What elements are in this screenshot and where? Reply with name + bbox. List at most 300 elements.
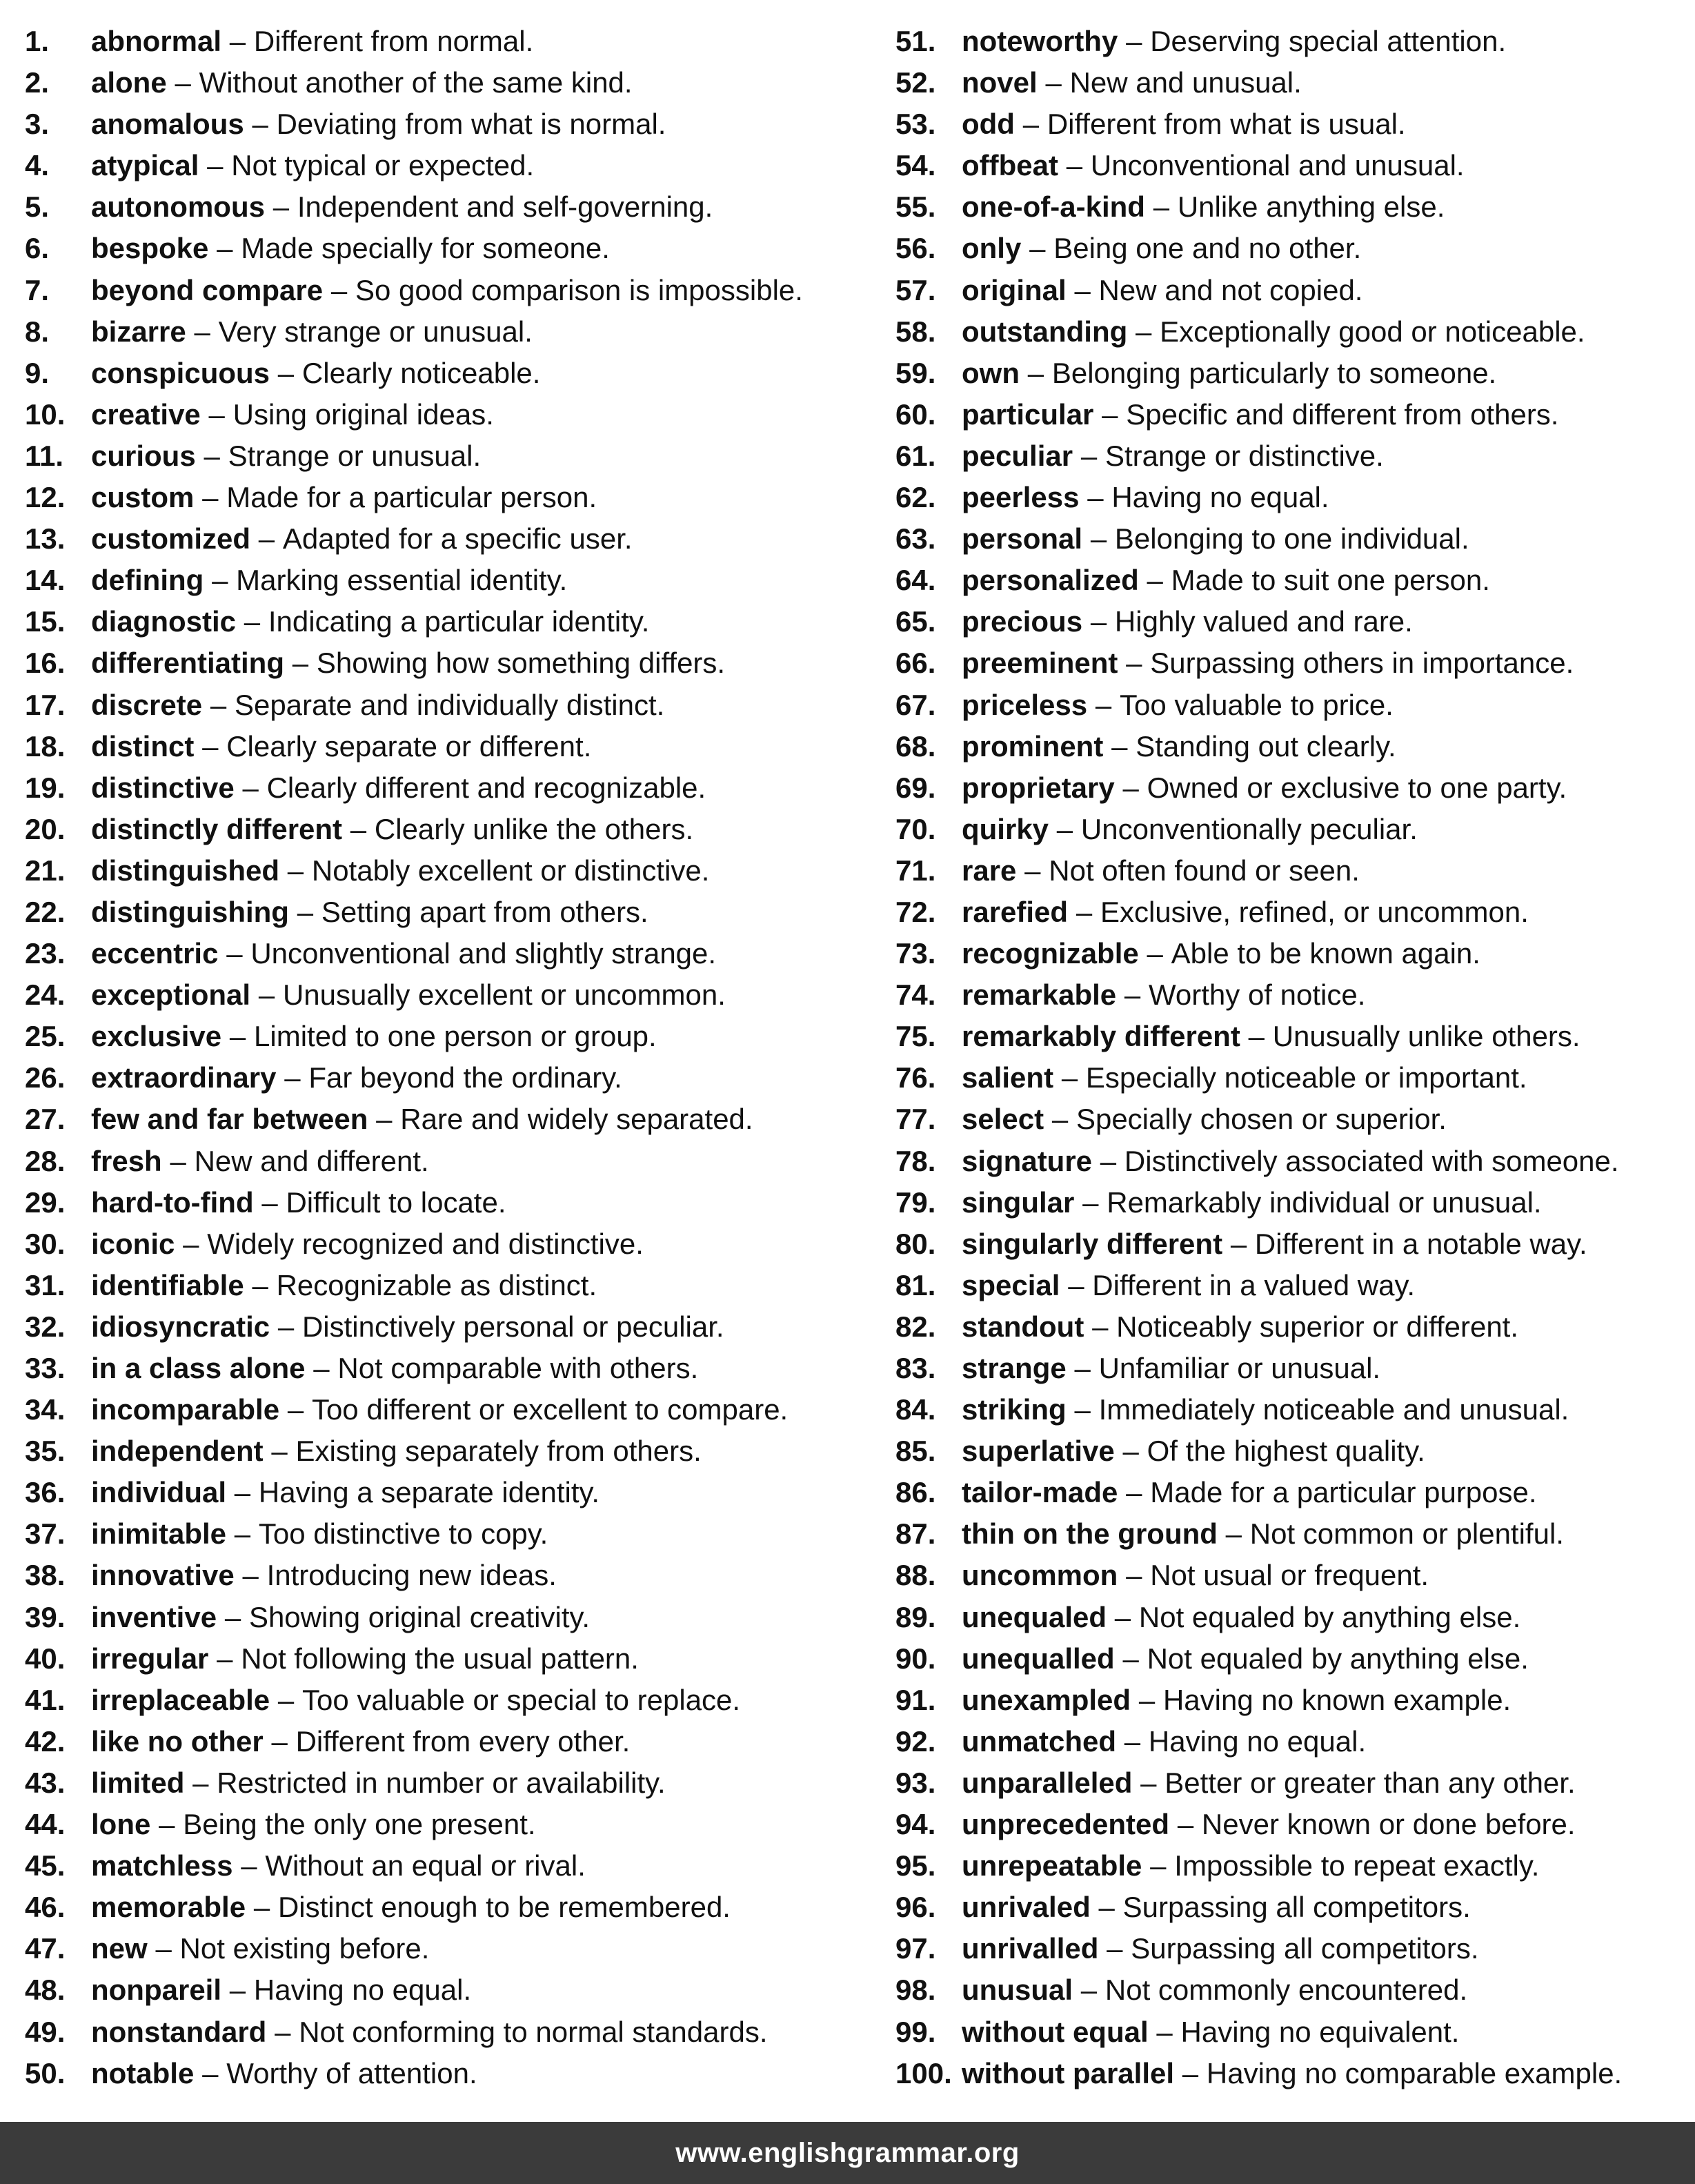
item-separator: – [1074,1393,1091,1426]
item-number: 85. [895,1435,936,1468]
item-separator: – [1087,481,1104,514]
item-separator: – [350,812,367,845]
item-number: 49. [25,2015,66,2048]
list-item [25,104,887,145]
item-separator: – [202,481,219,514]
item-word: in a class alone [91,1352,306,1384]
item-separator: – [1122,771,1139,804]
list-item [895,1887,1689,1928]
item-definition: Setting apart from others. [321,895,648,928]
item-number: 19. [25,771,66,804]
item-definition: Distinctively personal or peculiar. [301,1310,724,1343]
item-definition: Strange or distinctive. [1104,439,1384,472]
item-definition: Marking essential identity. [236,564,568,597]
item-definition: Surpassing others in importance. [1150,647,1574,680]
item-definition: Different in a notable way. [1254,1227,1587,1260]
list-item [895,1430,1689,1472]
item-number: 28. [25,1144,66,1177]
item-definition: Showing original creativity. [248,1600,591,1633]
item-separator: – [1061,1061,1078,1094]
item-separator: – [1124,1724,1141,1758]
item-definition: Notably excellent or distinctive. [311,854,710,887]
item-number: 92. [895,1724,936,1758]
item-definition: Restricted in number or availability. [217,1766,666,1799]
item-word: creative [91,397,201,431]
item-word: without equal [962,2015,1149,2048]
item-definition: Distinctively associated with someone. [1124,1144,1619,1177]
item-word: inimitable [91,1517,227,1551]
item-word: unparalleled [962,1766,1133,1799]
item-definition: Owned or exclusive to one party. [1147,771,1567,804]
item-number: 88. [895,1559,936,1592]
item-number: 89. [895,1600,936,1633]
list-item [25,1969,887,2011]
item-number: 66. [895,647,936,680]
item-number: 29. [25,1186,66,1219]
item-word: personalized [962,564,1139,597]
item-separator: – [170,1144,186,1177]
footer-url[interactable]: www.englishgrammar.org [675,2137,1020,2168]
item-separator: – [1029,232,1046,265]
item-word: notable [91,2056,195,2089]
item-word: precious [962,605,1083,638]
list-item [25,809,887,850]
list-item [25,1306,887,1348]
list-item [25,1016,887,1057]
item-number: 46. [25,1891,66,1924]
item-definition: Widely recognized and distinctive. [207,1227,644,1260]
item-definition: Having no comparable example. [1206,2056,1623,2089]
item-separator: – [1248,1020,1265,1053]
item-word: peculiar [962,439,1073,472]
item-separator: – [261,1186,278,1219]
item-separator: – [234,1476,251,1509]
list-item [25,1555,887,1596]
item-number: 70. [895,812,936,845]
list-item [25,1472,887,1513]
item-number: 58. [895,315,936,348]
item-definition: Exceptionally good or noticeable. [1160,315,1585,348]
list-item [895,1389,1689,1430]
item-word: beyond compare [91,273,324,306]
list-item [25,1721,887,1762]
item-number: 78. [895,1144,936,1177]
item-separator: – [1182,2056,1199,2089]
list-item [895,104,1689,145]
item-separator: – [1095,688,1112,721]
item-definition: Distinct enough to be remembered. [277,1891,731,1924]
item-definition: New and not copied. [1098,273,1363,306]
item-number: 41. [25,1683,66,1716]
item-number: 63. [895,522,936,555]
item-separator: – [1140,1766,1157,1799]
item-number: 16. [25,647,66,680]
list-item [895,1265,1689,1306]
item-separator: – [242,771,259,804]
item-number: 68. [895,729,936,763]
item-definition: Having a separate identity. [258,1476,600,1509]
item-word: unrepeatable [962,1849,1142,1882]
item-number: 32. [25,1310,66,1343]
item-separator: – [1122,1642,1139,1675]
item-definition: Worthy of attention. [226,2056,477,2089]
list-item [25,685,887,726]
item-definition: Too distinctive to copy. [258,1517,548,1551]
item-definition: Showing how something differs. [316,647,726,680]
item-word: independent [91,1435,264,1468]
item-word: unrivalled [962,1932,1099,1965]
item-number: 65. [895,605,936,638]
item-definition: Specially chosen or superior. [1076,1103,1447,1136]
item-separator: – [1122,1435,1139,1468]
list-item [895,1306,1689,1348]
item-number: 13. [25,522,66,555]
item-definition: Having no known example. [1162,1683,1511,1716]
item-word: remarkably different [962,1020,1240,1053]
item-number: 69. [895,771,936,804]
item-separator: – [1024,854,1041,887]
list-item [25,1057,887,1099]
item-number: 94. [895,1808,936,1841]
item-number: 40. [25,1642,66,1675]
item-word: exceptional [91,978,251,1012]
list-item [895,642,1689,684]
item-number: 55. [895,190,936,224]
list-item [895,1348,1689,1389]
item-separator: – [275,2015,291,2048]
item-separator: – [1080,439,1098,472]
item-word: striking [962,1393,1067,1426]
item-word: standout [962,1310,1084,1343]
item-number: 87. [895,1517,936,1551]
item-word: incomparable [91,1393,280,1426]
item-separator: – [1098,1891,1115,1924]
item-definition: Different from every other. [295,1724,631,1758]
item-number: 51. [895,25,936,57]
item-separator: – [202,2056,219,2089]
item-word: matchless [91,1849,233,1882]
item-definition: So good comparison is impossible. [355,273,803,306]
item-word: unequalled [962,1642,1115,1675]
item-definition: Clearly separate or different. [226,729,592,763]
word-list [0,21,1695,2091]
item-separator: – [258,978,275,1012]
item-word: quirky [962,812,1049,845]
list-item [895,2053,1689,2094]
item-definition: Too valuable or special to replace. [302,1683,741,1716]
list-item [25,1513,887,1555]
list-item [25,1099,887,1140]
item-word: abnormal [91,25,222,57]
item-separator: – [1230,1227,1247,1260]
item-number: 98. [895,1974,936,2007]
item-definition: Too different or excellent to compare. [311,1393,789,1426]
item-definition: Able to be known again. [1171,937,1480,970]
item-number: 10. [25,397,66,431]
list-item [25,1597,887,1638]
item-word: lone [91,1808,151,1841]
item-definition: Worthy of notice. [1149,978,1366,1012]
item-separator: – [224,1600,241,1633]
item-number: 76. [895,1061,936,1094]
item-separator: – [1107,1932,1123,1965]
item-number: 2. [25,66,50,99]
item-number: 5. [25,190,50,224]
item-definition: Not common or plentiful. [1249,1517,1564,1551]
item-number: 34. [25,1393,66,1426]
item-number: 99. [895,2015,936,2048]
list-item [895,974,1689,1016]
item-number: 56. [895,232,936,265]
item-word: thin on the ground [962,1517,1218,1551]
item-definition: Remarkably individual or unusual. [1107,1186,1542,1219]
item-word: extraordinary [91,1061,277,1094]
item-number: 84. [895,1393,936,1426]
item-word: nonpareil [91,1974,222,2007]
list-item [25,435,887,477]
item-number: 22. [25,895,66,928]
list-item [25,2011,887,2053]
item-separator: – [1136,315,1152,348]
item-separator: – [234,1517,251,1551]
item-separator: – [1126,1559,1142,1592]
item-number: 79. [895,1186,936,1219]
item-definition: Highly valued and rare. [1114,605,1413,638]
item-definition: Not equaled by anything else. [1138,1600,1521,1633]
item-definition: Made specially for someone. [241,232,610,265]
item-separator: – [1126,1476,1142,1509]
item-definition: Made for a particular person. [226,481,597,514]
item-separator: – [226,937,243,970]
item-word: outstanding [962,315,1128,348]
list-item [895,850,1689,892]
item-number: 82. [895,1310,936,1343]
item-definition: Surpassing all competitors. [1131,1932,1479,1965]
list-item [895,62,1689,104]
item-definition: Belonging particularly to someone. [1051,356,1497,389]
item-definition: Surpassing all competitors. [1122,1891,1471,1924]
list-item [895,1513,1689,1555]
item-separator: – [1153,190,1170,224]
item-word: noteworthy [962,25,1118,57]
item-separator: – [202,729,219,763]
item-separator: – [159,1808,175,1841]
list-item [895,21,1689,62]
item-word: particular [962,397,1094,431]
item-separator: – [277,1310,295,1343]
item-number: 43. [25,1766,66,1799]
item-number: 45. [25,1849,66,1882]
list-item [25,353,887,394]
item-separator: – [1027,356,1044,389]
list-item [895,1680,1689,1721]
item-number: 12. [25,481,66,514]
list-item [895,685,1689,726]
item-separator: – [1126,25,1142,57]
item-separator: – [313,1352,330,1384]
item-number: 31. [25,1268,66,1301]
item-word: unmatched [962,1724,1117,1758]
item-word: unequaled [962,1600,1107,1633]
item-number: 39. [25,1600,66,1633]
left-column [25,21,887,2094]
item-definition: Unconventionally peculiar. [1080,812,1418,845]
item-definition: Not equaled by anything else. [1147,1642,1529,1675]
item-word: innovative [91,1559,235,1592]
item-word: unexampled [962,1683,1131,1716]
item-definition: Made to suit one person. [1171,564,1490,597]
item-separator: – [1090,605,1107,638]
item-number: 44. [25,1808,66,1841]
list-item [895,1638,1689,1680]
item-separator: – [1156,2015,1173,2048]
item-word: irregular [91,1642,209,1675]
item-word: like no other [91,1724,264,1758]
list-item [25,477,887,518]
list-item [895,186,1689,228]
list-item [895,1099,1689,1140]
item-definition: Without another of the same kind. [199,66,633,99]
item-word: singularly different [962,1227,1223,1260]
item-word: limited [91,1766,185,1799]
item-separator: – [229,1974,246,2007]
list-item [895,2011,1689,2053]
list-item [895,892,1689,933]
item-separator: – [1068,1268,1084,1301]
list-item [895,809,1689,850]
item-definition: Specific and different from others. [1126,397,1559,431]
list-item [895,145,1689,186]
item-word: curious [91,439,196,472]
list-item [25,1265,887,1306]
item-separator: – [1111,729,1128,763]
item-definition: Difficult to locate. [286,1186,506,1219]
item-definition: Standing out clearly. [1136,729,1396,763]
footer-bar [0,2122,1695,2184]
item-number: 54. [895,149,936,182]
item-number: 47. [25,1932,66,1965]
item-separator: – [1082,1186,1099,1219]
item-number: 77. [895,1103,936,1136]
item-separator: – [194,315,210,348]
item-number: 37. [25,1517,66,1551]
item-number: 100. [895,2056,952,2089]
list-item [25,21,887,62]
item-definition: Exclusive, refined, or uncommon. [1100,895,1529,928]
list-item [895,1721,1689,1762]
item-separator: – [155,1932,172,1965]
item-definition: Not often found or seen. [1049,854,1360,887]
item-word: prominent [962,729,1104,763]
item-word: proprietary [962,771,1115,804]
item-word: custom [91,481,195,514]
item-number: 26. [25,1061,66,1094]
item-separator: – [1100,1144,1117,1177]
item-number: 27. [25,1103,66,1136]
item-definition: Clearly unlike the others. [374,812,694,845]
list-item [895,1472,1689,1513]
item-number: 62. [895,481,936,514]
item-word: distinguished [91,854,279,887]
item-definition: Clearly different and recognizable. [266,771,706,804]
list-item [25,642,887,684]
item-definition: Separate and individually distinct. [234,688,665,721]
item-word: idiosyncratic [91,1310,270,1343]
item-word: unusual [962,1974,1073,2007]
item-number: 91. [895,1683,936,1716]
item-number: 72. [895,895,936,928]
item-number: 1. [25,25,50,57]
item-separator: – [1074,273,1091,306]
item-word: one-of-a-kind [962,190,1145,224]
item-definition: Belonging to one individual. [1114,522,1469,555]
item-separator: – [252,108,268,141]
item-number: 73. [895,937,936,970]
list-item [895,1555,1689,1596]
item-word: tailor-made [962,1476,1118,1509]
item-word: differentiating [91,647,284,680]
item-separator: – [1076,895,1093,928]
item-word: recognizable [962,937,1139,970]
item-number: 36. [25,1476,66,1509]
item-separator: – [208,397,225,431]
item-number: 17. [25,688,66,721]
item-word: distinguishing [91,895,289,928]
item-number: 33. [25,1352,66,1384]
item-word: atypical [91,149,199,182]
item-number: 35. [25,1435,66,1468]
item-word: special [962,1268,1060,1301]
list-item [25,186,887,228]
list-item [25,1182,887,1223]
list-item [25,311,887,353]
item-definition: Of the highest quality. [1147,1435,1425,1468]
item-separator: – [1150,1849,1167,1882]
list-item [895,1141,1689,1182]
list-item [25,1928,887,1969]
item-word: bizarre [91,315,186,348]
list-item [25,145,887,186]
right-column [895,21,1689,2094]
list-item [25,394,887,435]
item-definition: Rare and widely separated. [400,1103,753,1136]
item-word: signature [962,1144,1093,1177]
list-item [895,933,1689,974]
item-number: 8. [25,315,50,348]
item-number: 60. [895,397,936,431]
item-separator: – [1124,978,1141,1012]
item-definition: Having no equal. [253,1974,472,2007]
item-number: 53. [895,108,936,141]
item-word: strange [962,1352,1067,1384]
item-word: memorable [91,1891,246,1924]
list-item [895,560,1689,601]
item-definition: Introducing new ideas. [266,1559,557,1592]
item-word: eccentric [91,937,219,970]
list-item [895,1597,1689,1638]
item-definition: Not conforming to normal standards. [299,2015,768,2048]
item-separator: – [297,895,314,928]
item-word: conspicuous [91,356,270,389]
item-definition: Not commonly encountered. [1104,1974,1468,2007]
item-word: autonomous [91,190,265,224]
list-item [895,601,1689,642]
list-item [895,1057,1689,1099]
item-number: 21. [25,854,66,887]
item-definition: Noticeably superior or different. [1116,1310,1519,1343]
item-separator: – [1138,1683,1156,1716]
item-definition: Unconventional and slightly strange. [250,937,717,970]
